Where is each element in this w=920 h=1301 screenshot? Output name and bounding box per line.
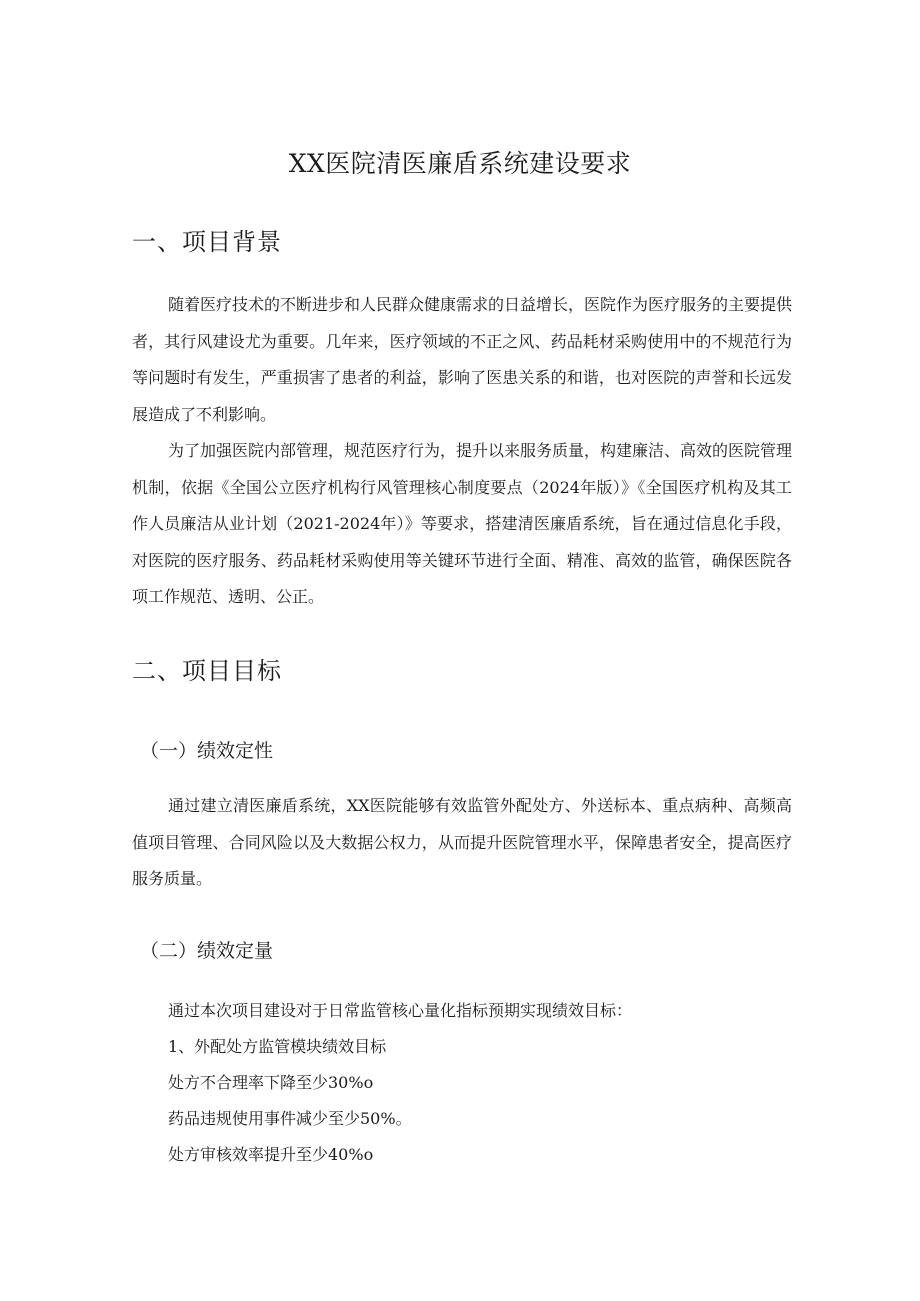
section-heading-goals: 二、项目目标 [132, 657, 282, 685]
background-paragraph-2: 为了加强医院内部管理，规范医疗行为，提升以来服务质量，构建廉洁、高效的医院管理机制，依据《全国公立医疗机构行风管理核心制度要点（2024年版）》《全国医疗机构及其工作人员廉洁从业计划（2021-2024年）》等要求，搭建清医廉盾系统，旨在通过信息化手段，对医院的医疗服务、药品耗材采购使用等关键环节进行全面、精准、高效的监管，确保医院各项工作规范、透明、公正。 [132, 441, 793, 606]
quantitative-metric-2: 药品违规使用事件减少至少50%。 [168, 1109, 412, 1128]
quantitative-item-heading: 1、外配处方监管模块绩效目标 [168, 1037, 387, 1056]
quantitative-metric-1: 处方不合理率下降至少30%o [168, 1073, 374, 1092]
qualitative-paragraph: 通过建立清医廉盾系统，XX医院能够有效监管外配处方、外送标本、重点病种、高频高值项目管理、合同风险以及大数据公权力，从而提升医院管理水平，保障患者安全，提高医疗服务质量。 [132, 796, 792, 888]
quantitative-metric-3: 处方审核效率提升至少40%o [168, 1145, 374, 1164]
background-paragraph-1: 随着医疗技术的不断进步和人民群众健康需求的日益增长，医院作为医疗服务的主要提供者，其行风建设尤为重要。几年来，医疗领域的不正之风、药品耗材采购使用中的不规范行为等问题时有发生，严重损害了患者的利益，影响了医患关系的和谐，也对医院的声誉和长远发展造成了不利影响。 [132, 295, 793, 424]
section-heading-background: 一、项目背景 [132, 228, 282, 256]
subsection-heading-quantitative: （二）绩效定量 [140, 940, 274, 962]
document-title: XX医院清医廉盾系统建设要求 [288, 149, 632, 178]
subsection-heading-qualitative: （一）绩效定性 [140, 740, 274, 762]
quantitative-intro-line: 通过本次项目建设对于日常监管核心量化指标预期实现绩效目标： [168, 1001, 633, 1020]
